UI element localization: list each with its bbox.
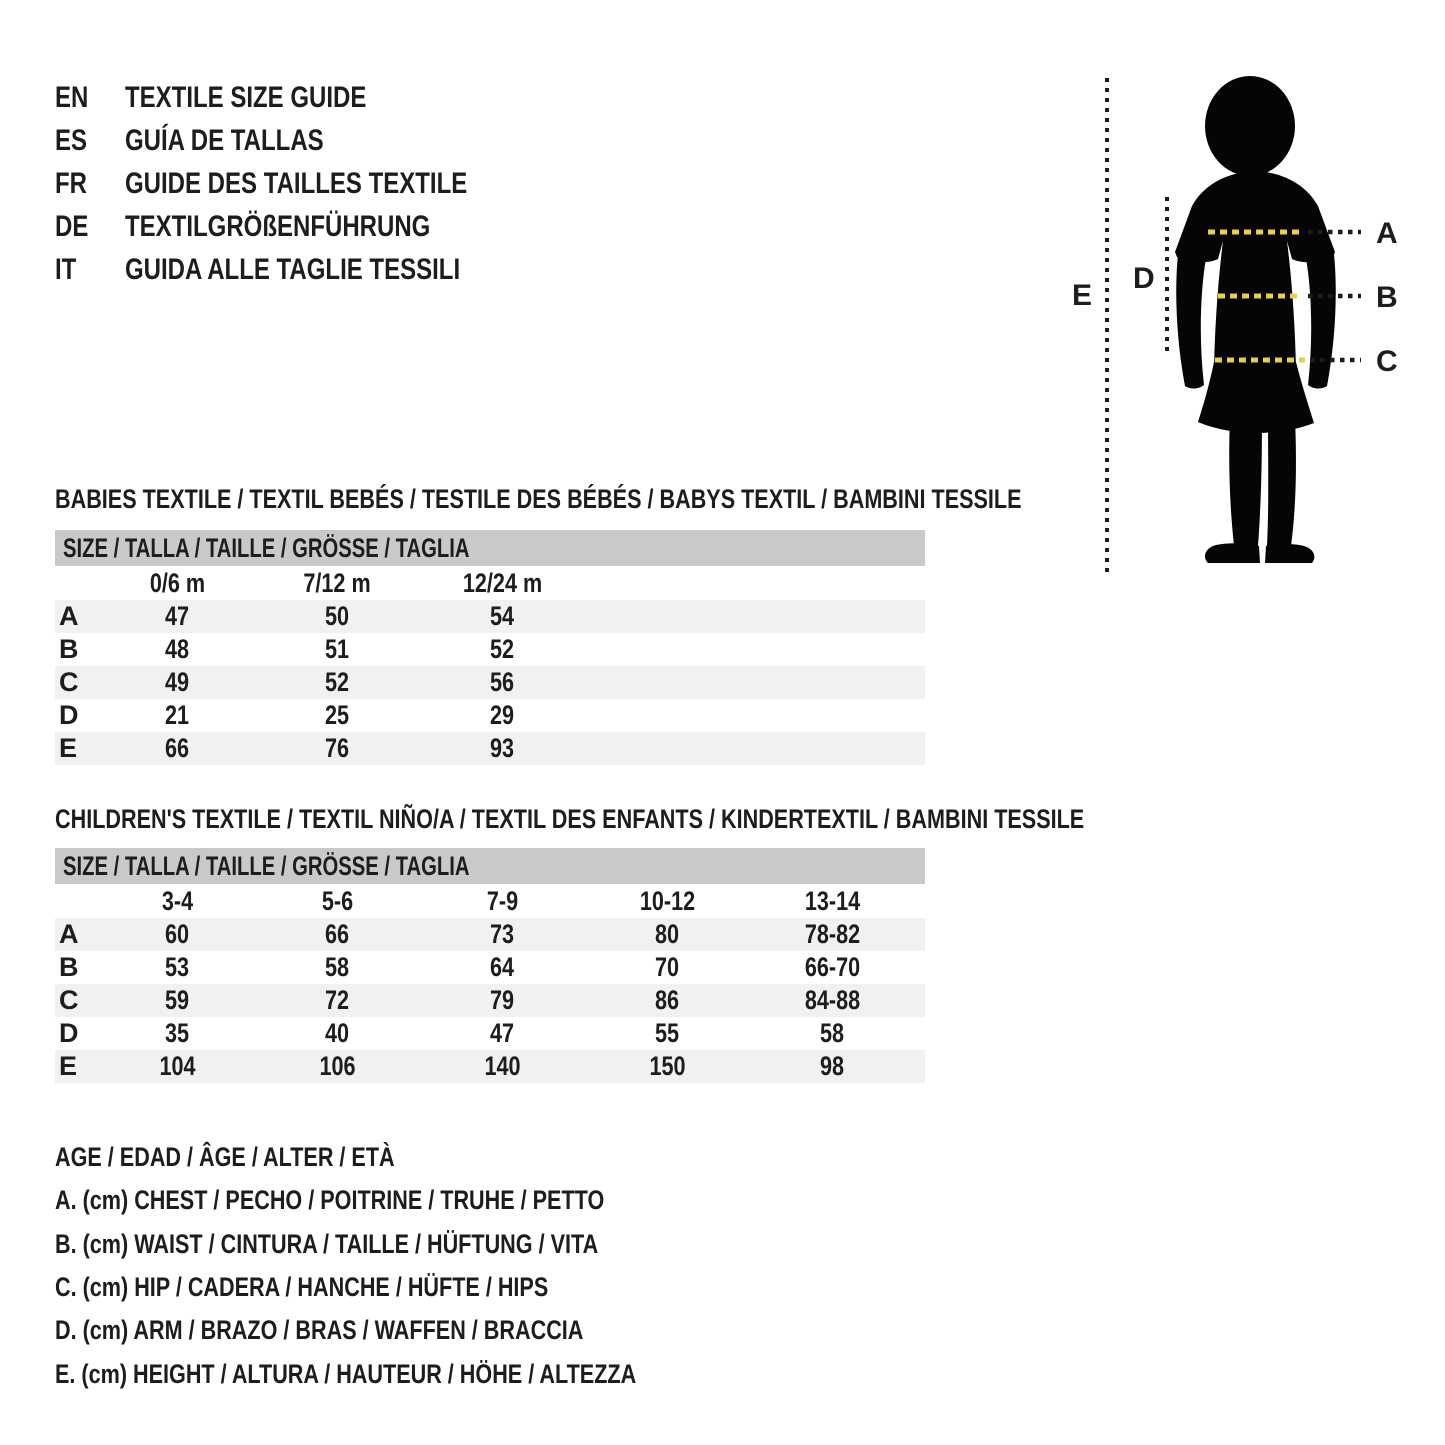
row-label: C — [59, 667, 79, 697]
column-header: 12/24 m — [462, 567, 543, 598]
table-cell: 106 — [319, 1051, 356, 1081]
table-row — [55, 600, 925, 633]
table-cell: 66 — [325, 919, 350, 949]
table-cell: 76 — [325, 733, 350, 763]
silhouette-left-leg — [1229, 418, 1262, 546]
column-header-row — [55, 884, 925, 918]
legend-line-arm: D. (cm) ARM / BRAZO / BRAS / WAFFEN / BRACCIA — [55, 1315, 584, 1346]
language-code: DE — [55, 209, 89, 243]
table-cell: 40 — [325, 1018, 350, 1048]
table-cell: 79 — [490, 985, 515, 1015]
size-guide-illustration — [1058, 66, 1398, 596]
table-cell: 51 — [325, 634, 350, 664]
table-cell: 66-70 — [804, 952, 861, 982]
measurement-legend — [55, 1136, 781, 1396]
column-header: 3-4 — [161, 885, 194, 916]
table-cell: 73 — [490, 919, 515, 949]
guide-title: GUÍA DE TALLAS — [125, 123, 324, 157]
table-row — [55, 633, 925, 666]
table-row — [55, 732, 925, 765]
row-label: A — [59, 919, 79, 949]
legend-line-waist: B. (cm) WAIST / CINTURA / TAILLE / HÜFTUNG / VITA — [55, 1228, 599, 1259]
table-row — [55, 666, 925, 699]
table-cell: 54 — [490, 601, 515, 631]
table-cell: 56 — [490, 667, 515, 697]
table-cell: 53 — [165, 952, 190, 982]
guide-title: TEXTILGRÖßENFÜHRUNG — [125, 209, 431, 243]
language-code: FR — [55, 166, 87, 200]
table-cell: 66 — [165, 733, 190, 763]
language-code: ES — [55, 123, 88, 157]
table-cell: 52 — [325, 667, 350, 697]
legend-line-chest: A. (cm) CHEST / PECHO / POITRINE / TRUHE / PETTO — [55, 1185, 605, 1216]
language-code: IT — [55, 252, 77, 286]
table-cell: 70 — [655, 952, 680, 982]
babies-section-title: BABIES TEXTILE / TEXTIL BEBÉS / TESTILE DES BÉBÉS / BABYS TEXTIL / BAMBINI TESSILE — [55, 484, 1022, 514]
legend-line-age: AGE / EDAD / ÂGE / ALTER / ETÀ — [55, 1142, 395, 1173]
table-cell: 58 — [325, 952, 350, 982]
table-cell: 104 — [159, 1051, 196, 1081]
size-header-bar: SIZE / TALLA / TAILLE / GRÖSSE / TAGLIA — [55, 848, 925, 884]
column-header: 13-14 — [804, 885, 861, 916]
column-header: 5-6 — [321, 885, 354, 916]
table-cell: 29 — [490, 700, 515, 730]
guide-title: GUIDA ALLE TAGLIE TESSILI — [125, 252, 461, 286]
table-cell: 50 — [325, 601, 350, 631]
measure-label-c: C — [1376, 345, 1398, 378]
table-cell: 25 — [325, 700, 350, 730]
table-row — [55, 1017, 925, 1050]
table-cell: 52 — [490, 634, 515, 664]
table-cell: 86 — [655, 985, 680, 1015]
measurement-figure — [1058, 66, 1398, 596]
measure-label-e: E — [1072, 279, 1093, 312]
language-row — [55, 76, 553, 119]
table-cell: 72 — [325, 985, 350, 1015]
table-cell: 21 — [165, 700, 190, 730]
silhouette-right-leg — [1267, 418, 1296, 546]
language-code: EN — [55, 80, 89, 114]
table-cell: 59 — [165, 985, 190, 1015]
row-label: B — [59, 634, 79, 664]
measure-label-d: D — [1133, 262, 1155, 295]
size-header-bar: SIZE / TALLA / TAILLE / GRÖSSE / TAGLIA — [55, 530, 925, 566]
guide-title: TEXTILE SIZE GUIDE — [125, 80, 367, 114]
row-label: B — [59, 952, 79, 982]
language-title-block — [55, 76, 553, 291]
table-cell: 58 — [820, 1018, 845, 1048]
table-row — [55, 918, 925, 951]
table-cell: 84-88 — [804, 985, 861, 1015]
column-header: 10-12 — [639, 885, 696, 916]
row-label: E — [59, 1051, 78, 1081]
silhouette-left-shoe — [1205, 543, 1260, 563]
table-cell: 35 — [165, 1018, 190, 1048]
table-row — [55, 984, 925, 1017]
silhouette-right-shoe — [1265, 544, 1314, 563]
table-cell: 64 — [490, 952, 515, 982]
table-cell: 47 — [165, 601, 190, 631]
table-cell: 140 — [484, 1051, 521, 1081]
table-cell: 55 — [655, 1018, 680, 1048]
language-row — [55, 205, 553, 248]
column-header-row — [55, 566, 925, 600]
row-label: D — [59, 700, 79, 730]
table-cell: 60 — [165, 919, 190, 949]
children-size-table — [55, 848, 925, 1083]
table-cell: 49 — [165, 667, 190, 697]
column-header: 7/12 m — [303, 567, 372, 598]
legend-line-height: E. (cm) HEIGHT / ALTURA / HAUTEUR / HÖHE / ALTEZZA — [55, 1358, 637, 1389]
column-header: 0/6 m — [149, 567, 206, 598]
silhouette-right-arm — [1306, 254, 1336, 389]
measure-label-a: A — [1376, 217, 1398, 250]
table-cell: 78-82 — [804, 919, 861, 949]
table-cell: 47 — [490, 1018, 515, 1048]
language-row — [55, 248, 553, 291]
table-row — [55, 1050, 925, 1083]
silhouette-left-arm — [1176, 254, 1206, 389]
table-cell: 98 — [820, 1051, 845, 1081]
table-row — [55, 951, 925, 984]
column-header: 7-9 — [486, 885, 519, 916]
language-row — [55, 119, 553, 162]
table-cell: 93 — [490, 733, 515, 763]
table-cell: 48 — [165, 634, 190, 664]
table-cell: 80 — [655, 919, 680, 949]
measure-label-b: B — [1376, 281, 1398, 314]
row-label: A — [59, 601, 79, 631]
row-label: D — [59, 1018, 79, 1048]
legend-line-hip: C. (cm) HIP / CADERA / HANCHE / HÜFTE / HIPS — [55, 1272, 549, 1303]
language-row — [55, 162, 553, 205]
babies-size-table — [55, 530, 925, 765]
table-row — [55, 699, 925, 732]
row-label: C — [59, 985, 79, 1015]
table-cell: 150 — [649, 1051, 686, 1081]
row-label: E — [59, 733, 78, 763]
children-section-title: CHILDREN'S TEXTILE / TEXTIL NIÑO/A / TEXTIL DES ENFANTS / KINDERTEXTIL / BAMBINI TESSILE — [55, 804, 1085, 834]
guide-title: GUIDE DES TAILLES TEXTILE — [125, 166, 468, 200]
